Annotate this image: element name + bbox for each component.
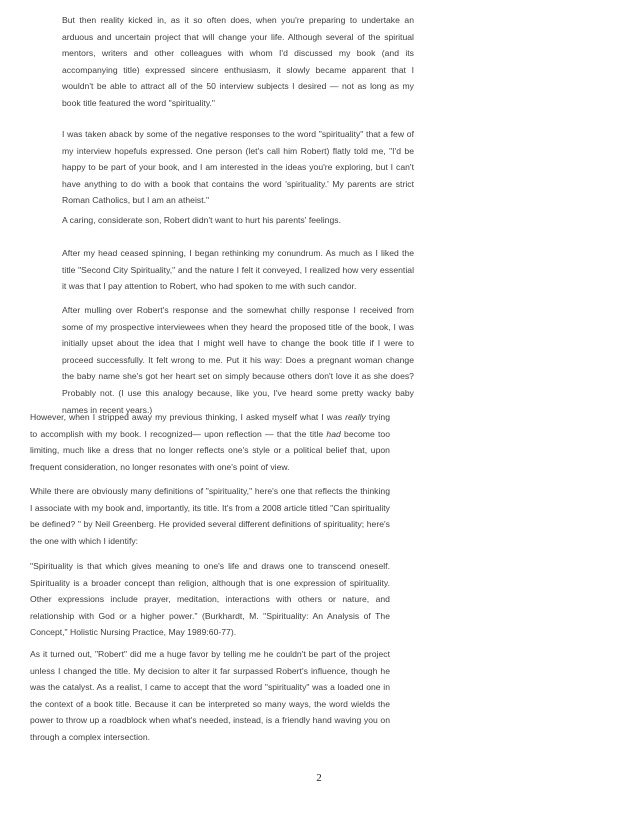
emphasis-had: had <box>326 428 341 439</box>
paragraph-reality-kicked-in: But then reality kicked in, as it so often does, when you're preparing to undertake an arduous and uncertain project that will change your life. Although several of the spiritual mentors, writers and other colleagues with whom I'd discussed my book (and its accompanying title) expressed sincere enthusiasm, it slowly became apparent that I wouldn't be able to attract all of the 50 interview subjects I desired — not as long as my book title featured the word "spirituality." <box>62 15 414 108</box>
paragraph-definitions: While there are obviously many definitions of "spirituality," here's one that reflects the thinking I associate with my book and, importantly, its title. It's from a 2008 article titled "Can spirituality be defined? " by Neil Greenberg. He provided several different definitions of spirituality; here's the one with which I identify: <box>30 486 390 546</box>
paragraph-rethinking: After my head ceased spinning, I began rethinking my conundrum. As much as I liked the title "Second City Spirituality," and the nature I felt it conveyed, I realized how very essential it was that I pay attention to Robert, who had spoken to me with such candor. <box>62 248 414 292</box>
paragraph-stripped-away-part2: trying to accomplish with my book. I recognized— upon reflection — that the title <box>30 412 391 439</box>
paragraph-stripped-away-part3: become too limiting, much like a dress that no longer reflects one's style or a political belief that, upon frequent consideration, no longer resonates with one's point of view. <box>30 428 390 472</box>
paragraph-negative-responses: I was taken aback by some of the negative responses to the word "spirituality" that a few of my interview hopefuls expressed. One person (let's call him Robert) flatly told me, "I'd be happy to be part of your book, and I am interested in the ideas you're exploring, but I can't have anything to do with a book that contains the word 'spirituality.' My parents are strict Roman Catholics, but I am an atheist." <box>62 129 414 206</box>
page-number: 2 <box>316 772 322 784</box>
paragraph-spirituality-quote: "Spirituality is that which gives meaning to one's life and draws one to transcend oneself. Spirituality is a broader concept than religion, although that is one expression of spirituality. Other expressions include prayer, meditation, interactions with others or nature, and relationship with God or a higher power." (Burkhardt, M. "Spirituality: An Analysis of The Concept," Holistic Nursing Practice, May 1989:60-77). <box>30 561 390 638</box>
paragraph-turned-out: As it turned out, "Robert" did me a huge favor by telling me he couldn't be part of the project unless I changed the title. My decision to alter it far surpassed Robert's influence, though he was the catalyst. As a realist, I came to accept that the word "spirituality" was a loaded one in the context of a book title. Because it can be interpreted so many ways, the word wields the power to throw up a roadblock when what's needed, instead, is a friendly hand waving you on through a complex intersection. <box>30 649 390 742</box>
paragraph-mulling-over: After mulling over Robert's response and the somewhat chilly response I received from some of my prospective interviewees when they heard the proposed title of the book, I was initially upset about the idea that I might well have to change the book title if I were to proceed successfully. It felt wrong to me. Put it his way: Does a pregnant woman change the baby name she's got her heart set on simply because others don't love it as she does? Probably not. (I use this analogy because, like you, I've heard some pretty wacky baby names in recent years.) <box>62 305 414 415</box>
paragraph-caring-son: A caring, considerate son, Robert didn't want to hurt his parents' feelings. <box>62 215 342 225</box>
emphasis-really: really <box>345 412 366 422</box>
paragraph-stripped-away <box>30 409 390 475</box>
paragraph-stripped-away-part1: However, when I stripped away my previous thinking, I asked myself what I was <box>30 412 346 422</box>
